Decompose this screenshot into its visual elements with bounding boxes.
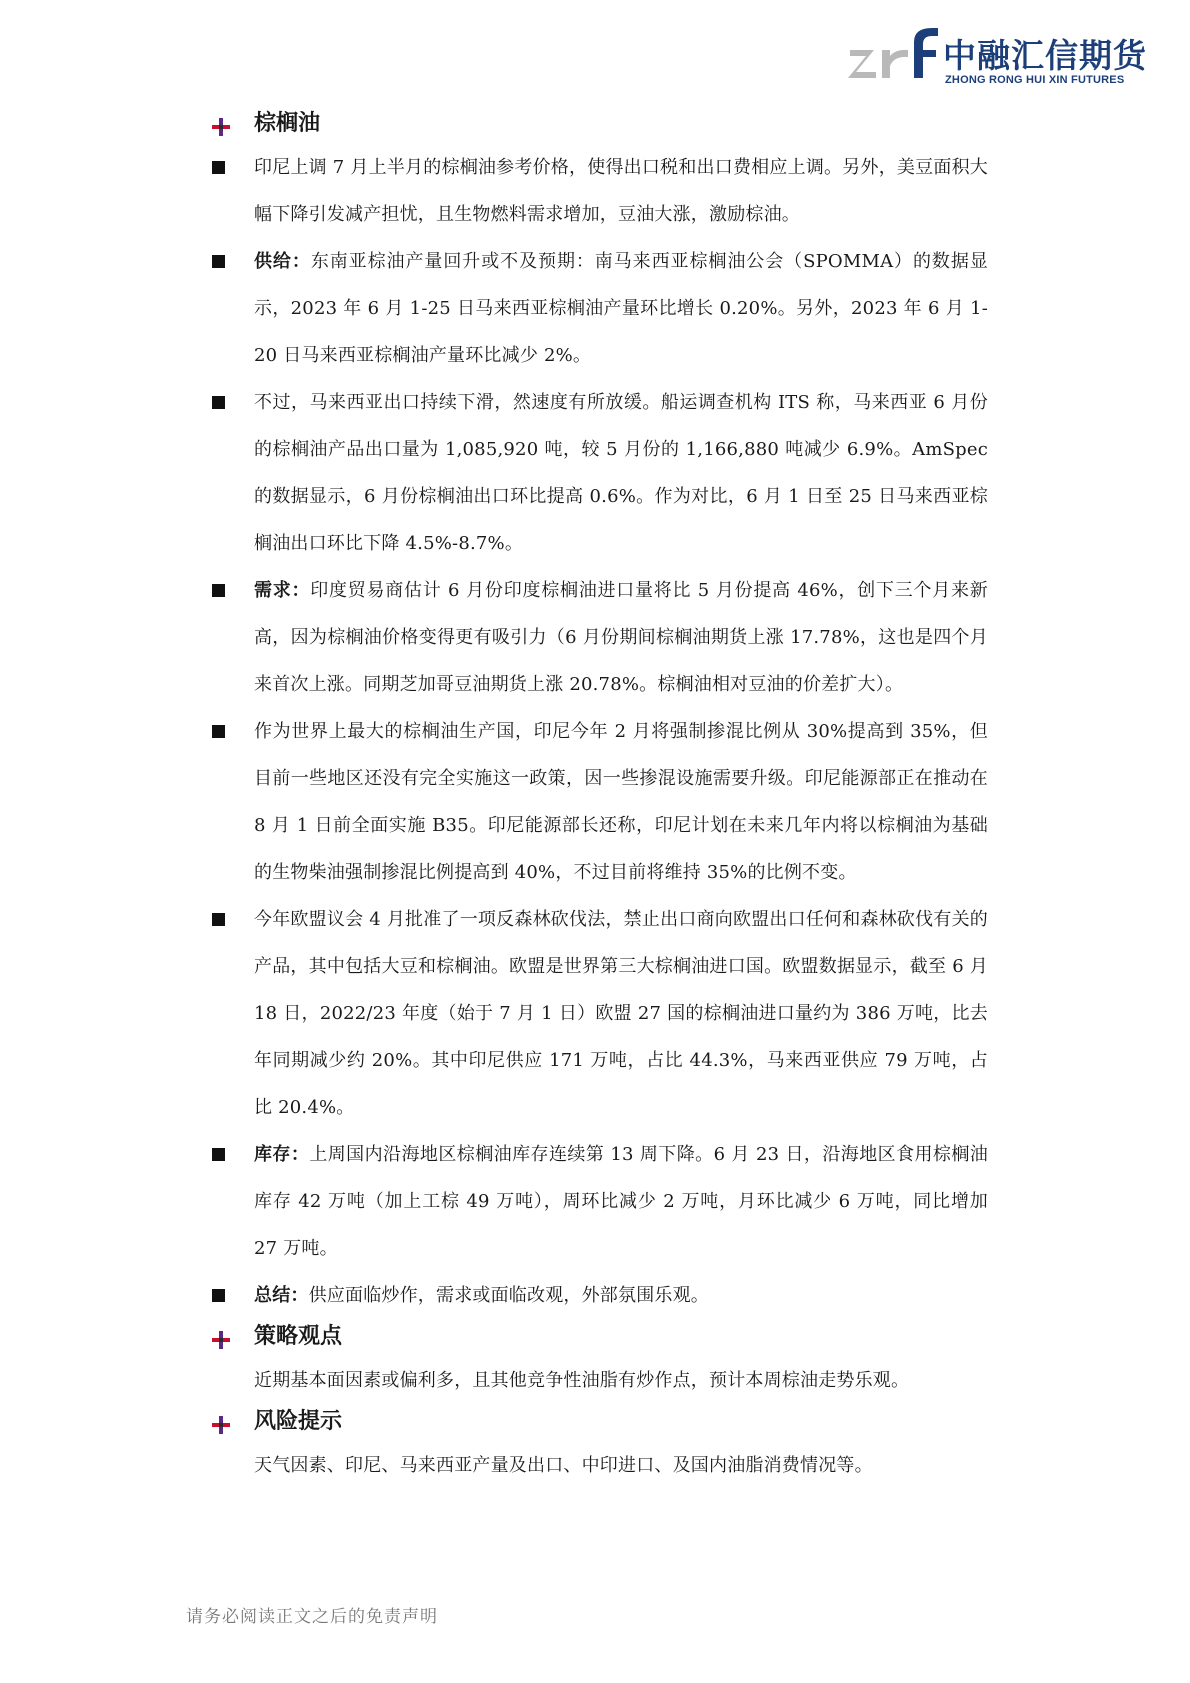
section-heading-strategy [208, 1319, 988, 1357]
bullet-text: 作为世界上最大的棕榈油生产国，印尼今年 2 月将强制掺混比例从 30%提高到 35%，但目前一些地区还没有完全实施这一政策，因一些掺混设施需要升级。印尼能源部正在推动在 8 月 1 日前全面实施 B35。印尼能源部长还称，印尼计划在未来几年内将以棕榈油为基础的生物柴油强制掺混比例提高到 40%，不过目前将维持 35%的比例不变。 [254, 721, 988, 883]
bullet-text: 今年欧盟议会 4 月批准了一项反森林砍伐法，禁止出口商向欧盟出口任何和森林砍伐有关的产品，其中包括大豆和棕榈油。欧盟是世界第三大棕榈油进口国。欧盟数据显示，截至 6 月 18 日，2022/23 年度（始于 7 月 1 日）欧盟 27 国的棕榈油进口量约为 386 万吨，比去年同期减少约 20%。其中印尼供应 171 万吨，占比 44.3%，马来西亚供应 79 万吨，占比 20.4%。 [254, 909, 988, 1118]
bullet-item [208, 379, 988, 567]
section-heading-risk [208, 1404, 988, 1442]
square-bullet-icon [212, 396, 225, 409]
bullet-item-supply [208, 238, 988, 379]
section-marker-icon [212, 1416, 230, 1434]
bullet-item [208, 708, 988, 896]
disclaimer-footer: 请务必阅读正文之后的免责声明 [186, 1607, 438, 1627]
bullet-item-demand [208, 567, 988, 708]
bullet-text: 印度贸易商估计 6 月份印度棕榈油进口量将比 5 月份提高 46%，创下三个月来新高，因为棕榈油价格变得更有吸引力（6 月份期间棕榈油期货上涨 17.78%，这也是四个月来首次上涨。同期芝加哥豆油期货上涨 20.78%。棕榈油相对豆油的价差扩大）。 [254, 580, 989, 695]
bullet-lead: 需求： [254, 580, 311, 601]
section-marker-icon [212, 1331, 230, 1349]
bullet-lead: 供给： [254, 251, 311, 272]
bullet-text: 东南亚棕油产量回升或不及预期：南马来西亚棕榈油公会（SPOMMA）的数据显示，2023 年 6 月 1-25 日马来西亚棕榈油产量环比增长 0.20%。另外，2023 年 6 月 1-20 日马来西亚棕榈油产量环比减少 2%。 [254, 251, 988, 366]
bullet-item-inventory [208, 1131, 988, 1272]
bullet-item-summary [208, 1272, 988, 1319]
section-heading-palm-oil [208, 106, 988, 144]
section-title: 策略观点 [254, 1324, 343, 1349]
square-bullet-icon [212, 584, 225, 597]
bullet-text: 供应面临炒作，需求或面临改观，外部氛围乐观。 [308, 1285, 710, 1306]
bullet-lead: 库存： [254, 1144, 310, 1165]
bullet-item [208, 144, 988, 238]
section-title: 风险提示 [254, 1409, 343, 1434]
square-bullet-icon [212, 1289, 225, 1302]
square-bullet-icon [212, 161, 225, 174]
bullet-text: 印尼上调 7 月上半月的棕榈油参考价格，使得出口税和出口费相应上调。另外，美豆面积大幅下降引发减产担忧，且生物燃料需求增加，豆油大涨，激励棕油。 [254, 157, 988, 225]
bullet-text: 不过，马来西亚出口持续下滑，然速度有所放缓。船运调查机构 ITS 称，马来西亚 6 月份的棕榈油产品出口量为 1,085,920 吨，较 5 月份的 1,166,880 吨减少 6.9%。AmSpec 的数据显示，6 月份棕榈油出口环比提高 0.6%。作为对比，6 月 1 日至 25 日马来西亚棕榈油出口环比下降 4.5%-8.7%。 [254, 392, 988, 554]
zrf-logo-mark-icon [848, 26, 940, 90]
company-name-en: ZHONG RONG HUI XIN FUTURES [945, 74, 1125, 86]
square-bullet-icon [212, 255, 225, 268]
section-marker-icon [212, 118, 230, 136]
strategy-text: 近期基本面因素或偏利多，且其他竞争性油脂有炒作点，预计本周棕油走势乐观。 [254, 1370, 910, 1391]
company-logo [848, 26, 1147, 96]
square-bullet-icon [212, 725, 225, 738]
square-bullet-icon [212, 1148, 225, 1161]
report-body [208, 106, 988, 1489]
company-name-cn: 中融汇信期货 [943, 36, 1147, 75]
risk-text: 天气因素、印尼、马来西亚产量及出口、中印进口、及国内油脂消费情况等。 [254, 1455, 873, 1476]
bullet-item [208, 896, 988, 1131]
section-title: 棕榈油 [254, 111, 321, 136]
square-bullet-icon [212, 913, 225, 926]
bullet-text: 上周国内沿海地区棕榈油库存连续第 13 周下降。6 月 23 日，沿海地区食用棕榈油库存 42 万吨（加上工棕 49 万吨），周环比减少 2 万吨，月环比减少 6 万吨，同比增加 27 万吨。 [254, 1144, 989, 1259]
bullet-lead: 总结： [254, 1285, 309, 1306]
